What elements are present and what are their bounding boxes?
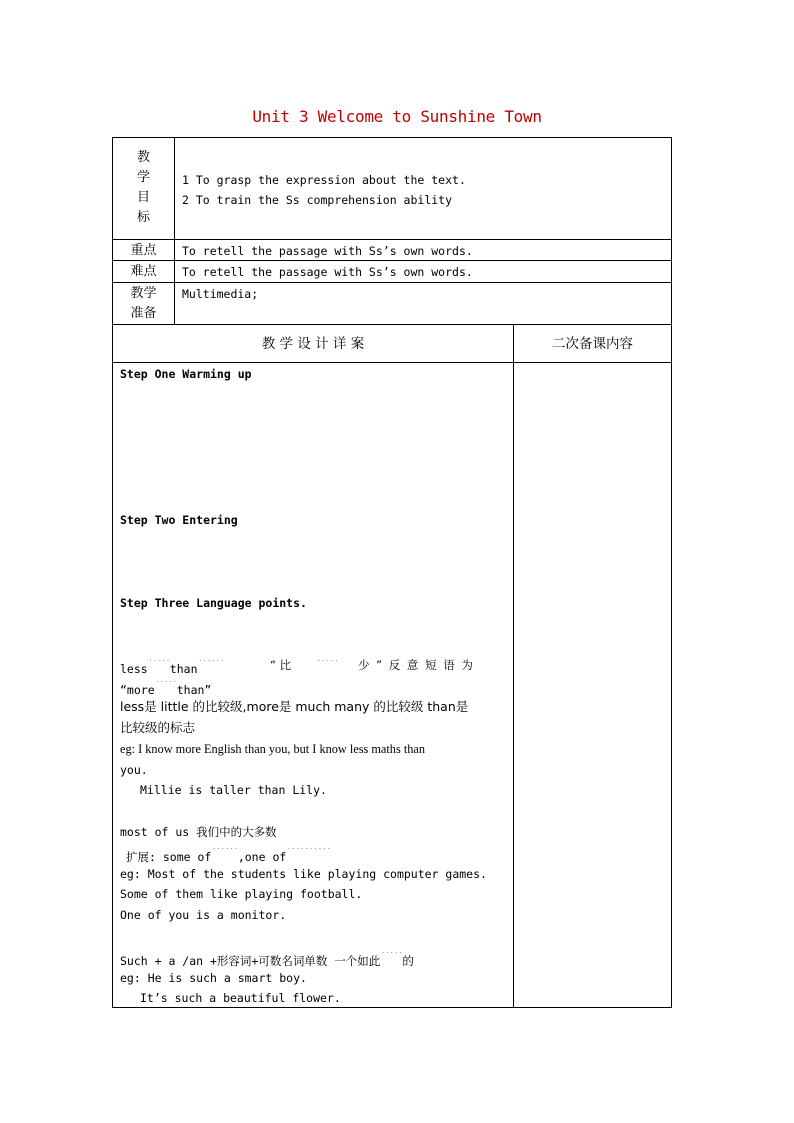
example: eg: He is such a smart boy. (120, 971, 307, 985)
objective-2: 2 To train the Ss comprehension ability (182, 193, 453, 207)
expand-note: 扩展: some of˙˙˙˙˙˙,one of˙˙˙˙˙˙˙˙˙˙ (126, 848, 331, 864)
preparation-label: 教学 准备 (130, 286, 157, 321)
comparative-note-cont: 比较级的标志 (120, 720, 196, 735)
step-three-heading: Step Three Language points. (120, 596, 307, 610)
key-point: To retell the passage with Ss’s own words. (182, 244, 473, 258)
example: One of you is a monitor. (120, 908, 287, 922)
such-note: Such + a /an +形容词+可数名词单数 一个如此˙˙˙˙˙的 (120, 952, 414, 968)
comparative-note: less是 little 的比较级,more是 much many 的比较级 than是 (120, 699, 469, 714)
example-cont: you. (120, 763, 148, 777)
example: eg: I know more English than you, but I know less maths than (120, 742, 425, 756)
objective-1: 1 To grasp the expression about the text. (182, 173, 466, 187)
design-header: 教 学 设 计 详 案 (261, 336, 365, 352)
step-two-heading: Step Two Entering (120, 513, 238, 527)
more-than-note: “more˙˙˙˙˙than” (120, 681, 212, 697)
phrase-note: most of us 我们中的大多数 (120, 825, 277, 839)
less-than-note: less˙˙˙˙˙than˙˙˙˙˙˙ “ 比 ˙˙˙˙˙ 少 ” 反 意 短 语 为 (120, 658, 473, 676)
document-title: Unit 3 Welcome to Sunshine Town (252, 107, 542, 126)
step-one-heading: Step One Warming up (120, 367, 252, 381)
example: eg: Most of the students like playing computer games. (120, 867, 487, 881)
example: Millie is taller than Lily. (140, 783, 327, 797)
example: It’s such a beautiful flower. (140, 991, 341, 1005)
objectives-label: 教 学 目 标 (136, 150, 150, 225)
second-prep-header: 二次备课内容 (552, 336, 633, 352)
difficult-point-label: 难点 (130, 264, 157, 279)
preparation: Multimedia; (182, 287, 259, 301)
example: Some of them like playing football. (120, 887, 363, 901)
difficult-point: To retell the passage with Ss’s own words. (182, 265, 473, 279)
key-point-label: 重点 (130, 243, 157, 258)
